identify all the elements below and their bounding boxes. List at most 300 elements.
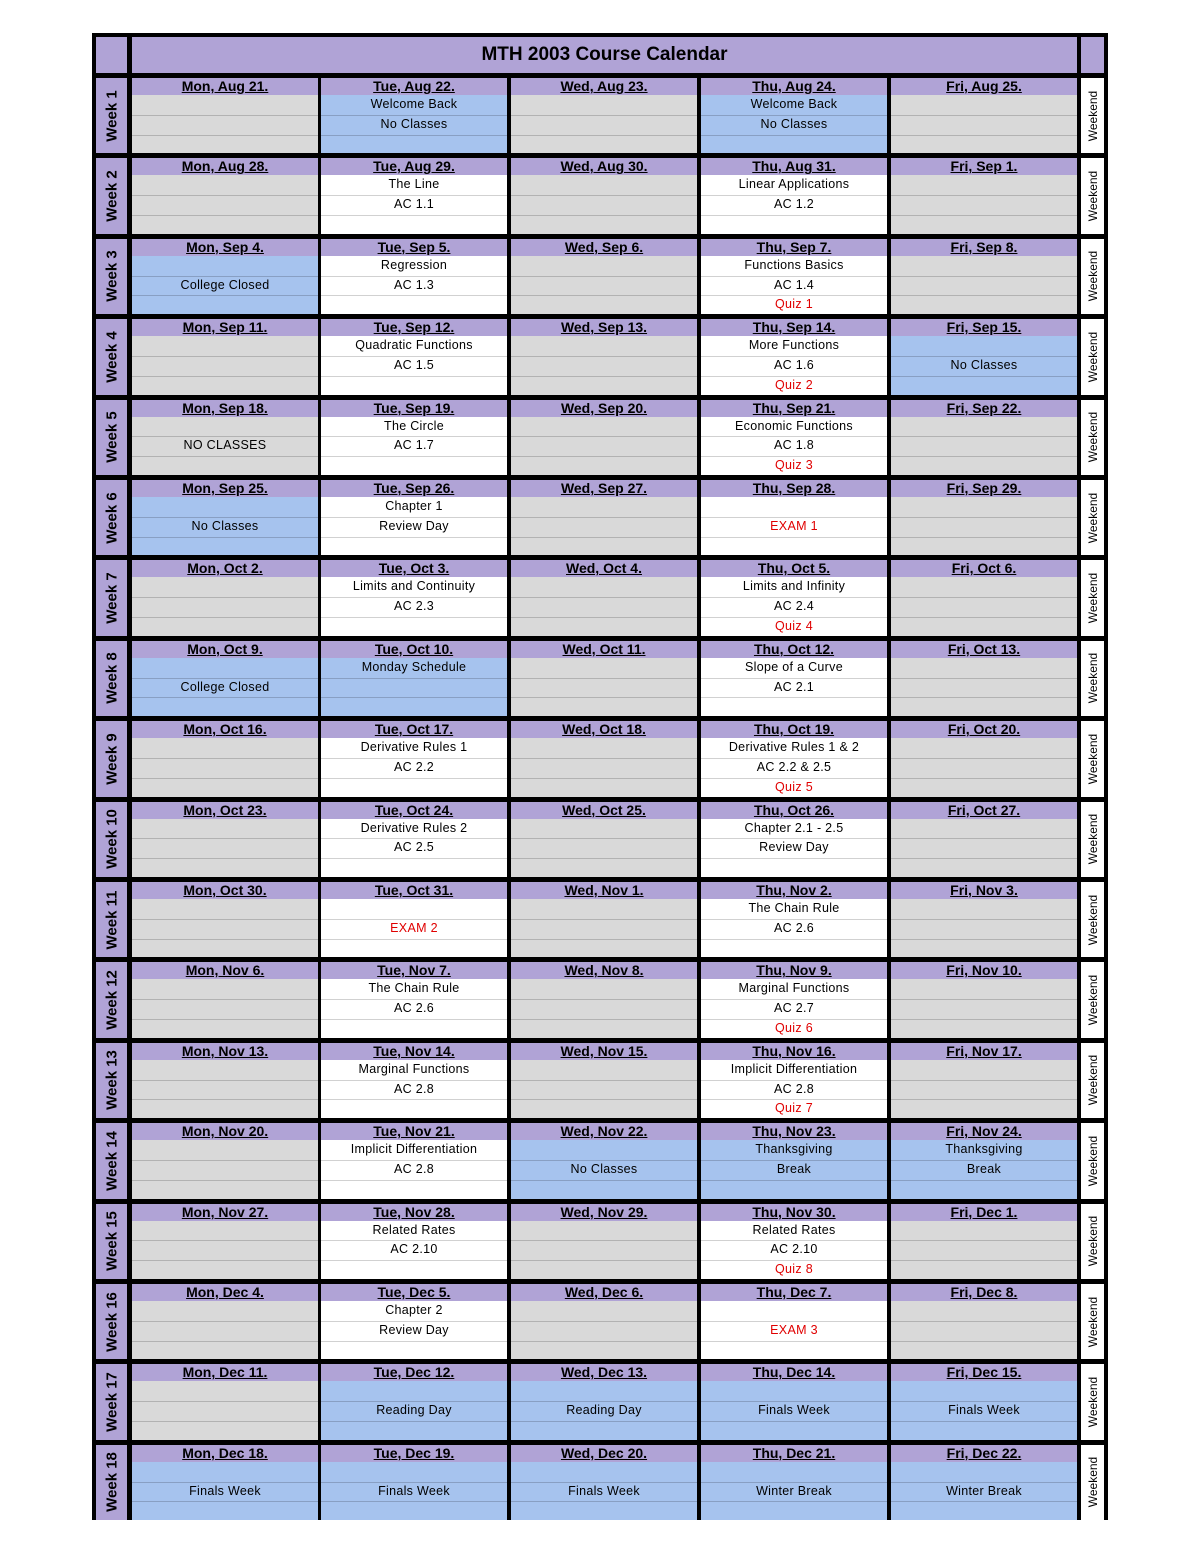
day-date-header: Tue, Nov 14. [321, 1043, 507, 1060]
day-cell [321, 577, 507, 635]
day-cell [511, 577, 697, 635]
day-entry-line [511, 838, 697, 859]
day-cell [132, 1140, 318, 1198]
day-cell [891, 658, 1077, 716]
week-label [96, 641, 127, 716]
weekend-column [1081, 400, 1104, 475]
day-cell [511, 1301, 697, 1359]
day-entry-line: AC 1.3 [321, 276, 507, 297]
day-cell [511, 497, 697, 555]
day-cell [321, 417, 507, 475]
day-cell [701, 336, 887, 394]
day-entry-line [701, 1421, 887, 1440]
day-date-header: Thu, Sep 7. [701, 239, 887, 256]
day-entry-line [701, 537, 887, 556]
day-entry-line: AC 2.10 [321, 1240, 507, 1261]
day-cell [701, 979, 887, 1037]
weekend-label: Weekend [1085, 653, 1100, 704]
day-cell [132, 417, 318, 475]
day-entry-line [321, 1180, 507, 1199]
day-date-header: Mon, Nov 6. [132, 962, 318, 979]
day-entry-line [891, 678, 1077, 699]
day-entry-line: Chapter 2 [321, 1301, 507, 1322]
day-date-header: Fri, Oct 6. [891, 560, 1077, 577]
day-entry-line [132, 1160, 318, 1181]
day-date-header: Thu, Oct 5. [701, 560, 887, 577]
day-entry-line [511, 1421, 697, 1440]
day-date-header: Thu, Dec 14. [701, 1364, 887, 1381]
exam-label: EXAM 2 [321, 919, 507, 940]
day-cell [511, 256, 697, 314]
day-entry-line: The Line [321, 175, 507, 196]
quiz-label: Quiz 7 [775, 1101, 813, 1116]
day-entry-line [891, 436, 1077, 457]
day-entry-line [511, 697, 697, 716]
day-entry-line [132, 175, 318, 196]
day-date-header: Fri, Nov 10. [891, 962, 1077, 979]
day-cell [701, 658, 887, 716]
day-cell [321, 1060, 507, 1118]
day-entry-line [891, 295, 1077, 314]
week-label-text: Week 1 [103, 89, 120, 142]
week-label [96, 802, 127, 877]
week-label [96, 882, 127, 957]
day-cell [511, 417, 697, 475]
weekend-column [1081, 1364, 1104, 1439]
day-date-header: Thu, Dec 7. [701, 1284, 887, 1301]
week-label-text: Week 9 [103, 733, 120, 785]
weekend-column [1081, 1284, 1104, 1359]
weekend-column [1081, 158, 1104, 233]
day-cell [511, 819, 697, 877]
day-date-header: Wed, Dec 6. [511, 1284, 697, 1301]
weekend-column [1081, 882, 1104, 957]
day-entry-line: AC 2.8 [701, 1080, 887, 1101]
day-entry-line [132, 115, 318, 136]
day-entry-line [132, 577, 318, 598]
day-entry-line [132, 899, 318, 920]
day-entry-line: AC 1.4 [701, 276, 887, 297]
day-date-header: Thu, Oct 26. [701, 802, 887, 819]
day-entry-line [511, 376, 697, 395]
day-entry-line: Derivative Rules 1 [321, 738, 507, 759]
day-entry-line: AC 1.2 [701, 195, 887, 216]
day-date-header: Thu, Aug 24. [701, 78, 887, 95]
day-date-header: Mon, Nov 20. [132, 1123, 318, 1140]
day-entry-line [321, 899, 507, 920]
day-date-header: Wed, Sep 13. [511, 319, 697, 336]
day-date-header: Wed, Aug 23. [511, 78, 697, 95]
day-date-header: Fri, Nov 24. [891, 1123, 1077, 1140]
day-cell [701, 819, 887, 877]
weekend-label: Weekend [1085, 331, 1100, 383]
day-date-header: Mon, Oct 30. [132, 882, 318, 899]
week-label [96, 239, 127, 314]
day-cell [511, 1221, 697, 1279]
day-entry-line [132, 497, 318, 518]
day-date-header: Wed, Nov 22. [511, 1123, 697, 1140]
week-label [96, 158, 127, 233]
day-date-header: Wed, Dec 13. [511, 1364, 697, 1381]
day-entry-line: Limits and Infinity [701, 577, 887, 598]
day-entry-line [891, 537, 1077, 556]
day-entry-line [511, 1301, 697, 1322]
day-cell [701, 95, 887, 153]
day-cell [891, 1060, 1077, 1118]
calendar-title: MTH 2003 Course Calendar [132, 37, 1077, 73]
day-entry-line [891, 276, 1077, 297]
day-entry-line [891, 135, 1077, 154]
day-entry-line: Finals Week [891, 1401, 1077, 1422]
day-entry-line [511, 356, 697, 377]
day-date-header: Thu, Nov 2. [701, 882, 887, 899]
weekend-column [1081, 721, 1104, 796]
day-entry-line: Break [891, 1160, 1077, 1181]
day-date-header: Fri, Sep 22. [891, 400, 1077, 417]
day-date-header: Mon, Sep 4. [132, 239, 318, 256]
week-label-text: Week 10 [103, 809, 120, 870]
day-cell [321, 1140, 507, 1198]
day-cell [321, 1381, 507, 1439]
week-label-text: Week 13 [103, 1050, 120, 1111]
day-entry-line [511, 336, 697, 357]
day-entry-line [891, 1240, 1077, 1261]
day-entry-line [511, 658, 697, 679]
day-entry-line [511, 1341, 697, 1360]
day-date-header: Fri, Dec 1. [891, 1204, 1077, 1221]
day-entry-line [511, 1140, 697, 1161]
day-entry-line [701, 1180, 887, 1199]
weekend-column [1081, 962, 1104, 1037]
day-cell [321, 1462, 507, 1520]
exam-label: EXAM 3 [701, 1321, 887, 1342]
weekend-label: Weekend [1085, 1135, 1100, 1187]
day-entry-line [511, 215, 697, 234]
day-entry-line [891, 175, 1077, 196]
day-entry-line [701, 1301, 887, 1322]
day-entry-line [701, 135, 887, 154]
day-cell [891, 1221, 1077, 1279]
day-entry-line: NO CLASSES [132, 436, 318, 457]
weekend-column [1081, 802, 1104, 877]
day-date-header: Fri, Dec 22. [891, 1445, 1077, 1462]
day-entry-line [511, 678, 697, 699]
day-entry-line: AC 2.8 [321, 1080, 507, 1101]
day-date-header: Fri, Dec 8. [891, 1284, 1077, 1301]
weekend-column [1081, 560, 1104, 635]
day-date-header: Fri, Oct 13. [891, 641, 1077, 658]
day-date-header: Fri, Dec 15. [891, 1364, 1077, 1381]
day-entry-line [891, 658, 1077, 679]
day-entry-line [511, 175, 697, 196]
day-entry-line [511, 276, 697, 297]
day-entry-line: Monday Schedule [321, 658, 507, 679]
weekend-label: Weekend [1085, 251, 1100, 302]
day-entry-line [891, 939, 1077, 958]
week-label-text: Week 18 [103, 1452, 120, 1513]
day-entry-line [891, 517, 1077, 538]
day-entry-line: Marginal Functions [321, 1060, 507, 1081]
week-label-text: Week 3 [103, 250, 120, 303]
day-cell [511, 175, 697, 233]
day-date-header: Thu, Sep 14. [701, 319, 887, 336]
day-date-header: Mon, Nov 13. [132, 1043, 318, 1060]
day-entry-line [132, 1260, 318, 1279]
day-entry-line [321, 778, 507, 797]
day-entry-line [891, 1341, 1077, 1360]
day-date-header: Wed, Dec 20. [511, 1445, 697, 1462]
day-date-header: Thu, Dec 21. [701, 1445, 887, 1462]
day-entry-line [511, 919, 697, 940]
day-date-header: Tue, Dec 19. [321, 1445, 507, 1462]
day-date-header: Fri, Nov 17. [891, 1043, 1077, 1060]
day-entry-line: Marginal Functions [701, 979, 887, 1000]
day-entry-line [891, 1421, 1077, 1440]
day-entry-line [891, 195, 1077, 216]
day-entry-line [701, 215, 887, 234]
day-entry-line: Derivative Rules 2 [321, 819, 507, 840]
weekend-label: Weekend [1085, 1216, 1100, 1267]
day-entry-line: Thanksgiving [891, 1140, 1077, 1161]
day-entry-line [511, 758, 697, 779]
day-entry-line [891, 697, 1077, 716]
day-entry-line [891, 1462, 1077, 1483]
day-entry-line [321, 1421, 507, 1440]
day-entry-line [891, 919, 1077, 940]
quiz-label: Quiz 1 [775, 297, 813, 312]
week-label [96, 1123, 127, 1198]
day-entry-line: Review Day [321, 1321, 507, 1342]
day-entry-line: Related Rates [321, 1221, 507, 1242]
day-entry-line [511, 1381, 697, 1402]
quiz-label: Quiz 5 [775, 779, 813, 794]
day-cell [701, 256, 887, 314]
day-date-header: Thu, Sep 21. [701, 400, 887, 417]
day-entry-line [511, 135, 697, 154]
day-date-header: Fri, Oct 20. [891, 721, 1077, 738]
day-entry-line [891, 95, 1077, 116]
day-date-header: Tue, Dec 12. [321, 1364, 507, 1381]
day-entry-line [321, 617, 507, 636]
day-entry-line: Finals Week [511, 1482, 697, 1503]
day-entry-line [891, 778, 1077, 797]
day-date-header: Mon, Dec 18. [132, 1445, 318, 1462]
week-label [96, 78, 127, 153]
day-entry-line [701, 1381, 887, 1402]
day-entry-line [511, 517, 697, 538]
week-label [96, 1284, 127, 1359]
day-entry-line [891, 497, 1077, 518]
week-label [96, 480, 127, 555]
week-label-text: Week 2 [103, 170, 120, 222]
day-entry-line: Related Rates [701, 1221, 887, 1242]
day-cell [132, 256, 318, 314]
day-cell [321, 336, 507, 394]
day-cell [321, 256, 507, 314]
day-cell [132, 1221, 318, 1279]
day-entry-line [132, 336, 318, 357]
day-date-header: Tue, Nov 28. [321, 1204, 507, 1221]
day-cell [891, 738, 1077, 796]
day-entry-line [511, 738, 697, 759]
corner-cell-right [1081, 37, 1104, 73]
weekend-label: Weekend [1085, 170, 1100, 222]
day-cell [891, 577, 1077, 635]
day-entry-line [132, 195, 318, 216]
day-date-header: Thu, Nov 23. [701, 1123, 887, 1140]
day-cell [511, 95, 697, 153]
day-entry-line [321, 537, 507, 556]
day-entry-line [891, 1060, 1077, 1081]
day-cell [891, 1381, 1077, 1439]
day-entry-line [511, 115, 697, 136]
day-entry-line [891, 838, 1077, 859]
day-entry-line [132, 617, 318, 636]
day-entry-line [511, 858, 697, 877]
day-entry-line [132, 939, 318, 958]
day-entry-line [891, 417, 1077, 438]
day-entry-line [132, 597, 318, 618]
day-cell [321, 658, 507, 716]
day-entry-line: Finals Week [701, 1401, 887, 1422]
day-entry-line [511, 1080, 697, 1101]
day-entry-line [891, 617, 1077, 636]
day-cell [511, 1381, 697, 1439]
day-entry-line [701, 1462, 887, 1483]
day-entry-line [891, 1180, 1077, 1199]
week-label-text: Week 4 [103, 331, 120, 383]
weekend-column [1081, 78, 1104, 153]
day-entry-line [132, 1381, 318, 1402]
day-date-header: Wed, Nov 15. [511, 1043, 697, 1060]
day-entry-line: AC 2.5 [321, 838, 507, 859]
day-entry-line [132, 1180, 318, 1199]
day-entry-line: Reading Day [321, 1401, 507, 1422]
weekend-label: Weekend [1085, 412, 1100, 463]
day-entry-line [321, 135, 507, 154]
day-date-header: Wed, Oct 11. [511, 641, 697, 658]
day-entry-line [321, 678, 507, 699]
day-entry-line [321, 215, 507, 234]
weekend-column [1081, 1445, 1104, 1520]
day-cell [701, 417, 887, 475]
weekend-label: Weekend [1085, 733, 1100, 785]
day-entry-line [132, 658, 318, 679]
day-entry-line [132, 95, 318, 116]
day-entry-line [511, 999, 697, 1020]
day-cell [701, 1140, 887, 1198]
week-label [96, 319, 127, 394]
day-cell [891, 256, 1077, 314]
day-entry-line: No Classes [321, 115, 507, 136]
day-date-header: Tue, Oct 24. [321, 802, 507, 819]
day-entry-line: Limits and Continuity [321, 577, 507, 598]
day-entry-line: Winter Break [701, 1482, 887, 1503]
day-date-header: Mon, Nov 27. [132, 1204, 318, 1221]
day-date-header: Thu, Oct 19. [701, 721, 887, 738]
day-date-header: Mon, Aug 28. [132, 158, 318, 175]
week-label [96, 1043, 127, 1118]
day-cell [132, 979, 318, 1037]
day-date-header: Mon, Dec 4. [132, 1284, 318, 1301]
day-entry-line: Linear Applications [701, 175, 887, 196]
day-entry-line [511, 979, 697, 1000]
day-entry-line [321, 939, 507, 958]
day-cell [132, 1060, 318, 1118]
day-entry-line: AC 2.1 [701, 678, 887, 699]
day-entry-line: Welcome Back [321, 95, 507, 116]
day-date-header: Thu, Sep 28. [701, 480, 887, 497]
week-label-text: Week 16 [103, 1291, 120, 1352]
day-entry-line [132, 1341, 318, 1360]
day-entry-line [132, 697, 318, 716]
day-entry-line [891, 999, 1077, 1020]
day-entry-line [701, 939, 887, 958]
day-entry-line: AC 2.2 & 2.5 [701, 758, 887, 779]
day-cell [132, 1381, 318, 1439]
day-cell [321, 979, 507, 1037]
day-cell [891, 497, 1077, 555]
weekend-column [1081, 239, 1104, 314]
day-entry-line [891, 1099, 1077, 1118]
day-date-header: Fri, Nov 3. [891, 882, 1077, 899]
day-date-header: Mon, Oct 16. [132, 721, 318, 738]
day-entry-line [132, 1080, 318, 1101]
day-entry-line: No Classes [891, 356, 1077, 377]
day-entry-line [511, 256, 697, 277]
weekend-label: Weekend [1085, 814, 1100, 865]
week-label-text: Week 7 [103, 572, 120, 624]
day-entry-line [891, 597, 1077, 618]
day-entry-line [701, 697, 887, 716]
day-entry-line [132, 215, 318, 234]
day-cell [701, 738, 887, 796]
day-entry-line [321, 1381, 507, 1402]
day-entry-line [132, 1421, 318, 1440]
day-date-header: Wed, Nov 29. [511, 1204, 697, 1221]
day-cell [511, 336, 697, 394]
day-entry-line [511, 1221, 697, 1242]
day-date-header: Wed, Aug 30. [511, 158, 697, 175]
day-cell [511, 1060, 697, 1118]
day-entry-line: Thanksgiving [701, 1140, 887, 1161]
day-entry-line [132, 1401, 318, 1422]
day-date-header: Tue, Sep 5. [321, 239, 507, 256]
day-entry-line: Winter Break [891, 1482, 1077, 1503]
day-cell [891, 336, 1077, 394]
day-cell [891, 819, 1077, 877]
day-cell [511, 979, 697, 1037]
day-entry-line: Finals Week [321, 1482, 507, 1503]
day-entry-line [511, 597, 697, 618]
course-calendar [92, 33, 1108, 1520]
week-label [96, 1204, 127, 1279]
week-label [96, 721, 127, 796]
day-date-header: Tue, Sep 12. [321, 319, 507, 336]
day-entry-line: Implicit Differentiation [701, 1060, 887, 1081]
day-entry-line: AC 2.6 [701, 919, 887, 940]
day-cell [701, 1060, 887, 1118]
week-label [96, 1445, 127, 1520]
day-date-header: Fri, Aug 25. [891, 78, 1077, 95]
day-entry-line [891, 115, 1077, 136]
day-cell [701, 1221, 887, 1279]
week-label [96, 1364, 127, 1439]
day-cell [701, 497, 887, 555]
day-entry-line: Review Day [321, 517, 507, 538]
day-entry-line [511, 1321, 697, 1342]
day-entry-line: The Chain Rule [321, 979, 507, 1000]
